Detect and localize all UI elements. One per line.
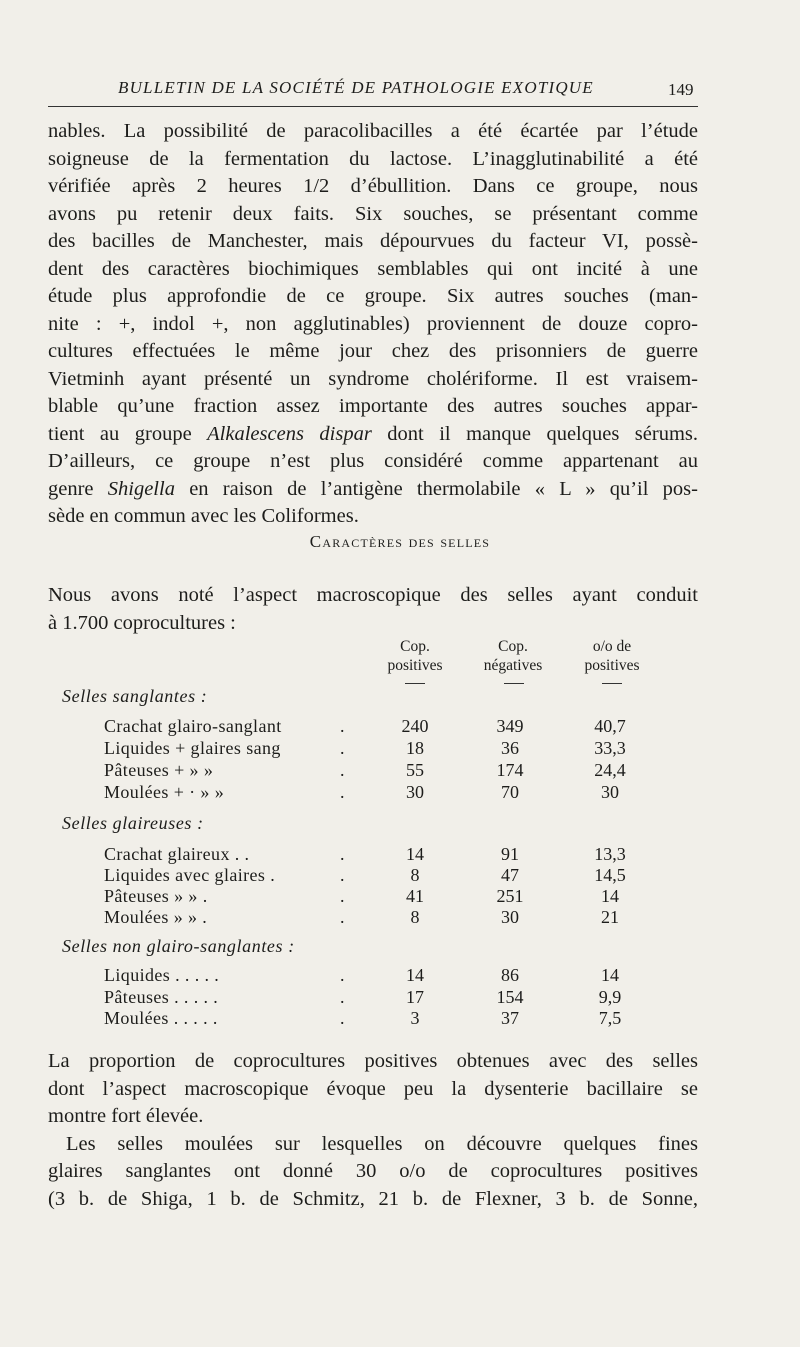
text-line xyxy=(48,421,698,449)
row-label: Moulées . . . . . xyxy=(104,1008,218,1028)
row-dot: . xyxy=(340,1008,345,1028)
cell-positives: 17 xyxy=(406,987,424,1007)
text-line: glaires sanglantes ont donné 30 o/o de coprocultures positives xyxy=(48,1160,698,1182)
text-line: (3 b. de Shiga, 1 b. de Schmitz, 21 b. de Flexner, 3 b. de Sonne, xyxy=(48,1187,698,1210)
genus-name: Shigella xyxy=(107,477,175,500)
cell-positives: 3 xyxy=(410,1008,420,1028)
cell-percent: 14 xyxy=(601,886,619,906)
cell-percent: 14 xyxy=(601,965,619,985)
text-line: Nous avons noté l’aspect macroscopique des selles ayant conduit xyxy=(48,584,698,606)
cell-negatives: 251 xyxy=(496,886,524,906)
text-line: sède en commun avec les Coliformes. xyxy=(48,505,359,527)
cell-percent: 13,3 xyxy=(594,844,626,864)
cell-percent: 9,9 xyxy=(598,987,622,1007)
row-dot: . xyxy=(340,782,345,802)
paragraph-3 xyxy=(48,1048,698,1213)
cell-negatives: 37 xyxy=(501,1008,519,1028)
table-row xyxy=(0,886,800,908)
row-dot: . xyxy=(340,844,345,864)
row-dot: . xyxy=(340,716,345,736)
text-line: cultures effectuées le même jour chez des prisonniers de guerre xyxy=(48,340,698,362)
row-label: Pâteuses . . . . . xyxy=(104,987,219,1007)
text-line: dont l’aspect macroscopique évoque peu la dysenterie bacillaire se xyxy=(48,1077,698,1100)
text-run: dont il manque quelques sérums. xyxy=(371,422,699,445)
table-row xyxy=(0,1008,800,1030)
text-run: tient au groupe xyxy=(48,422,208,445)
text-line: nite : +, indol +, non agglutinables) proviennent de douze copro- xyxy=(48,312,698,335)
row-dot: . xyxy=(340,907,345,927)
table-row xyxy=(0,965,800,987)
text-line: étude plus approfondie de ce groupe. Six autres souches (man- xyxy=(48,285,698,307)
row-label: Crachat glairo-sanglant xyxy=(104,716,282,736)
cell-percent: 30 xyxy=(601,782,619,802)
row-dot: . xyxy=(340,738,345,758)
table-row xyxy=(0,865,800,887)
row-label: Liquides + glaires sang xyxy=(104,738,281,758)
group-title: Selles non glairo-sanglantes : xyxy=(62,936,295,956)
table-row xyxy=(0,987,800,1009)
table-row xyxy=(0,844,800,866)
column-header xyxy=(360,637,470,675)
cell-percent: 33,3 xyxy=(594,738,626,758)
row-dot: . xyxy=(340,987,345,1007)
cell-positives: 14 xyxy=(406,965,424,985)
paragraph-2 xyxy=(48,582,698,637)
group-title: Selles glaireuses : xyxy=(62,813,204,833)
running-header xyxy=(0,78,800,102)
text-line: dent des caractères biochimiques semblables qui ont incité à une xyxy=(48,257,698,280)
column-header xyxy=(458,637,568,675)
table-row xyxy=(0,907,800,929)
cell-negatives: 70 xyxy=(501,782,519,802)
text-line: vérifiée après 2 heures 1/2 d’ébullition. Dans ce groupe, nous xyxy=(48,175,698,197)
column-dash xyxy=(504,683,524,684)
cell-positives: 30 xyxy=(406,782,424,802)
cell-positives: 8 xyxy=(410,907,420,927)
group-title: Selles sanglantes : xyxy=(62,686,208,706)
text-line: nables. La possibilité de paracolibacilles a été écartée par l’étude xyxy=(48,120,698,142)
text-run: genre xyxy=(48,477,108,500)
cell-negatives: 349 xyxy=(496,716,524,736)
row-label: Pâteuses » » . xyxy=(104,886,208,906)
row-dot: . xyxy=(340,965,345,985)
cell-positives: 14 xyxy=(406,844,424,864)
row-dot: . xyxy=(340,886,345,906)
text-line: à 1.700 coprocultures : xyxy=(48,611,236,634)
column-header-line: Cop. xyxy=(400,638,430,655)
row-dot: . xyxy=(340,760,345,780)
column-header-line: négatives xyxy=(483,657,543,674)
cell-negatives: 174 xyxy=(496,760,524,780)
cell-negatives: 154 xyxy=(496,987,524,1007)
text-line: Les selles moulées sur lesquelles on découvre quelques fines xyxy=(66,1132,698,1155)
cell-positives: 41 xyxy=(406,886,424,906)
cell-negatives: 47 xyxy=(501,865,519,885)
cell-negatives: 91 xyxy=(501,844,519,864)
journal-title: BULLETIN DE LA SOCIÉTÉ DE PATHOLOGIE EXOTIQUE xyxy=(118,78,594,97)
text-line: montre fort élevée. xyxy=(48,1105,204,1127)
cell-negatives: 86 xyxy=(501,965,519,985)
text-line: des bacilles de Manchester, mais dépourvues du facteur VI, possè- xyxy=(48,230,698,252)
row-label: Liquides avec glaires . xyxy=(104,865,276,885)
header-rule xyxy=(48,106,698,107)
text-line: La proportion de coprocultures positives obtenues avec des selles xyxy=(48,1050,698,1072)
table-row xyxy=(0,738,800,760)
row-label: Moulées + · » » xyxy=(104,782,225,802)
text-line: Vietminh ayant présenté un syndrome cholériforme. Il est vraisem- xyxy=(48,367,698,390)
table-row xyxy=(0,716,800,738)
column-header-line: positives xyxy=(584,657,640,674)
text-line: D’ailleurs, ce groupe n’est plus considéré comme appartenant au xyxy=(48,450,698,472)
text-line: avons pu retenir deux faits. Six souches, se présentant comme xyxy=(48,202,698,225)
table-row xyxy=(0,760,800,782)
column-dash xyxy=(405,683,425,684)
paragraph-1 xyxy=(48,118,698,531)
cell-percent: 40,7 xyxy=(594,716,626,736)
column-dash xyxy=(602,683,622,684)
page-number: 149 xyxy=(668,80,694,99)
section-heading: Caractères des selles xyxy=(309,532,491,551)
column-header-line: Cop. xyxy=(498,638,528,655)
column-header xyxy=(557,637,667,675)
row-label: Moulées » » . xyxy=(104,907,208,927)
cell-percent: 24,4 xyxy=(594,760,626,780)
cell-percent: 21 xyxy=(601,907,619,927)
cell-percent: 7,5 xyxy=(598,1008,622,1028)
text-line xyxy=(48,476,698,504)
text-line: soigneuse de la fermentation du lactose. L’inagglutinabilité a été xyxy=(48,147,698,170)
cell-negatives: 30 xyxy=(501,907,519,927)
text-run: en raison de l’antigène thermolabile « L » qu’il pos- xyxy=(174,477,698,500)
row-label: Pâteuses + » » xyxy=(104,760,214,780)
cell-positives: 240 xyxy=(401,716,429,736)
text-line: blable qu’une fraction assez importante des autres souches appar- xyxy=(48,395,698,417)
column-header-line: positives xyxy=(387,657,443,674)
column-header-line: o/o de xyxy=(592,638,632,655)
cell-positives: 8 xyxy=(410,865,420,885)
row-label: Crachat glaireux . . xyxy=(104,844,250,864)
table-row xyxy=(0,782,800,804)
row-label: Liquides . . . . . xyxy=(104,965,220,985)
species-name: Alkalescens dispar xyxy=(207,422,372,445)
cell-positives: 55 xyxy=(406,760,424,780)
cell-positives: 18 xyxy=(406,738,424,758)
cell-negatives: 36 xyxy=(501,738,519,758)
row-dot: . xyxy=(340,865,345,885)
cell-percent: 14,5 xyxy=(594,865,626,885)
